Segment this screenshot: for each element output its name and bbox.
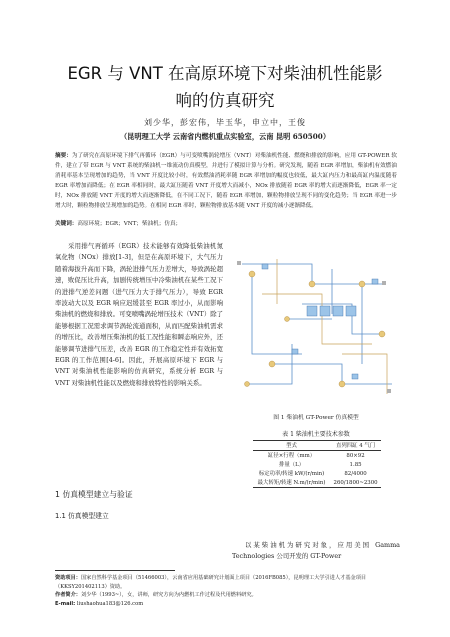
- table-cell: 260/1800~2300: [330, 478, 381, 488]
- author-note: [55, 591, 400, 600]
- table-cell: 1.85: [349, 461, 362, 468]
- table-row: [253, 451, 381, 461]
- abstract-text: 为了研究在高原环境下排气再循环（EGR）与可变喷嘴涡轮增压（VNT）对柴油机性能、燃烧和排放的影响，应用 GT-POWER 软件，建立了带 EGR 与 VNT 系统的柴油机一维流动仿真模型，并进行了模拟计算与分析。研究发现，随着 EGR 率增加，柴油机有效燃油消耗率基本呈现增加的趋势，当 VNT 开度比较小时，有效燃油消耗率随 EGR 率增加的幅度也较低，最大缸内压力和最高缸内温度随着 EGR 率增加而降低；在 EGR 率相同时，最大缸压随着 VNT 开度增大而减小，NOx 排放随着 EGR 率的增大而逐渐降低，EGR 率一定时，NOx 排放随 VNT 开度的增大而逐渐降低，在不同工况下，随着 EGR 率增加，颗粒物排放呈现不同的变化趋势；当 EGR 率进一步增大时，颗粒物排放呈现增加的趋势。在相同 EGR 率时，颗粒物排放基本随 VNT 开度的减小逐渐降低。: [55, 153, 397, 209]
- section-heading-1-1: 1.1 仿真模型建立: [55, 512, 109, 520]
- keywords-label: 关键词：: [55, 221, 78, 227]
- abstract: [55, 151, 397, 211]
- table-title: 表 1 柴油机主要技术参数: [282, 431, 350, 438]
- email-address: liushaohua183@126.com: [76, 600, 144, 607]
- table-cell: 排量（L）: [278, 461, 305, 468]
- keywords-text: 高原环境；EGR；VNT；柴油机；仿真；: [77, 221, 182, 227]
- body-right-column: 以某柴油机为研究对象，应用美国 Gamma Technologies 公司开发的 GT-Power: [232, 541, 400, 561]
- author-note-text: 刘少华（1993~），女，讲师，研究方向为内燃机工作过程及代用燃料研究。: [80, 592, 257, 599]
- table-header-cell: 型式: [253, 441, 330, 451]
- table-row: [253, 478, 381, 488]
- table-cell: 最大转矩/转速 N.m/(r/min): [253, 478, 330, 488]
- table-cell: 缸径×行程（mm）: [268, 452, 316, 459]
- model-schematic-svg: [232, 244, 400, 406]
- funding-label: 资助项目：: [55, 575, 81, 581]
- table-header-cell: 直列四缸 4 气门: [330, 441, 381, 451]
- email-label: E-mail:: [55, 600, 76, 607]
- table-row: [253, 469, 381, 478]
- table-cell: 82/4000: [344, 470, 367, 477]
- funding-text: 国家自然科学基金项目（51466003），云南省应用基础研究计划面上项目（2016FB085），昆明理工大学引进人才基金项目（KKSY201402113）资助。: [55, 575, 367, 590]
- section-heading-1: 1 仿真模型建立与验证: [55, 490, 133, 499]
- table-cell: 80×92: [346, 452, 365, 459]
- title-line-2: 响的仿真研究: [175, 91, 275, 110]
- table-row: [253, 460, 381, 469]
- author-note-label: 作者简介：: [55, 592, 81, 599]
- table-header-row: [253, 441, 381, 451]
- author-list: 刘少华，彭宏伟，毕玉华，申立中，王俊: [144, 118, 306, 127]
- footnotes: [55, 574, 400, 608]
- email-note: [55, 600, 400, 609]
- table-cell: 标定功率/转速 kW/(r/min): [258, 470, 325, 477]
- engine-spec-table: [253, 440, 381, 488]
- figure-caption: 图 1 柴油机 GT-Power 仿真模型: [273, 415, 359, 421]
- keywords: [55, 219, 397, 229]
- abstract-label: 摘要：: [55, 153, 72, 159]
- title-line-1: EGR 与 VNT 在高原环境下对柴油机性能影: [67, 64, 383, 83]
- funding-note: [55, 574, 400, 591]
- gt-power-model-figure: [232, 244, 400, 406]
- body-left-column: 采用排气再循环（EGR）技术能够有效降低柴油机氮氧化物（NOx）排放[1-3]，但是在高原环境下，大气压力随着海拔升高而下降，涡轮进排气压力差增大，导致涡轮超速，败促压比升高，加剧传统增压中冷柴油机在某些工况下的进排气逆差问题（进气压力大于排气压力），导致 EGR 率波动大以及 EGR 响应迟缓甚至 EGR 率过小，从而影响柴油机的燃烧和排放。可变喷嘴涡轮增压技术（VNT）除了能够根据工况需求调节涡轮流通面积，从而匹配柴油机需求的增压比，改善增压柴油机的低工况性能和瞬态响应外，还能够调节进排气压差，改善 EGR 的工作稳定性并有效拓宽 EGR 的工作范围[4-6]。因此，开展高原环境下 EGR 与 VNT 对柴油机性能影响的仿真研究，系统分析 EGR 与 VNT 对柴油机性能以及燃烧和排放特性的影响关系。: [55, 242, 223, 387]
- footnote-divider: [55, 570, 175, 571]
- paper-title: [40, 60, 410, 114]
- affiliation: （昆明理工大学 云南省内燃机重点实验室，云南 昆明 650500）: [119, 132, 331, 141]
